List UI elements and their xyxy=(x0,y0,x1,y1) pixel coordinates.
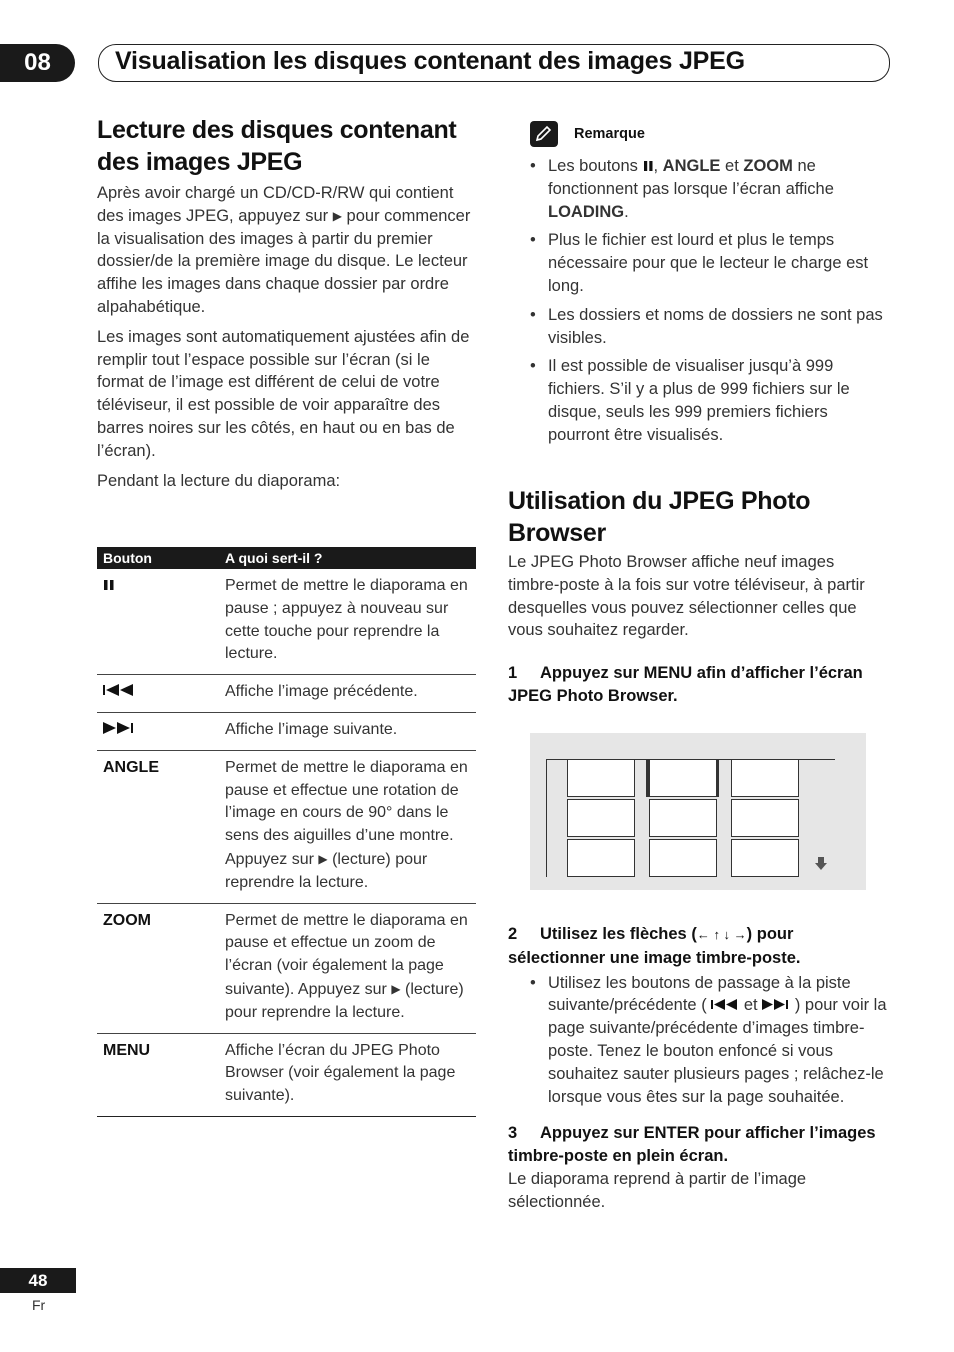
chapter-title: Visualisation les disques contenant des images JPEG xyxy=(115,47,745,75)
photo-browser-illustration xyxy=(530,733,866,890)
table-cell-key xyxy=(97,712,219,750)
note-b1-et: et xyxy=(725,157,739,175)
zoom-desc-b: (lecture) pour reprendre la lecture. xyxy=(225,980,464,1021)
angle-desc-b: (lecture) pour reprendre la lecture. xyxy=(225,850,428,891)
thumbnail xyxy=(731,839,799,877)
table-cell-desc: Permet de mettre le diaporama en pause ; appuyez à nouveau sur cette touche pour reprendre la lecture. xyxy=(219,569,476,675)
arrow-down-icon xyxy=(814,857,828,871)
step-1 xyxy=(508,662,888,708)
note-b1-a: Les boutons xyxy=(548,157,638,175)
steps-2-3 xyxy=(508,923,890,1214)
table-cell-desc: Affiche l’image précédente. xyxy=(219,675,476,713)
table-row xyxy=(97,712,476,750)
page-number-badge xyxy=(0,1268,76,1293)
section-title-browser: Utilisation du JPEG Photo Browser xyxy=(508,487,811,547)
pause-icon xyxy=(103,580,115,590)
step-2 xyxy=(508,923,890,970)
lecture-paragraph-2: Les images sont automatiquement ajustées afin de remplir tout l’espace possible sur l’écran (si le format de l’image est différent de celui de votre téléviseur, il est possible de voir apparaître des barres noires sur les côtés, en haut ou en bas de l’écran). xyxy=(97,327,470,460)
step-3 xyxy=(508,1122,890,1168)
step-1-number: 1 xyxy=(508,664,518,683)
play-icon: ▶ xyxy=(318,851,328,866)
table-cell-desc: Affiche l’image suivante. xyxy=(219,712,476,750)
table-row xyxy=(97,903,476,1033)
button-function-table xyxy=(97,547,476,1117)
step-1-text: Appuyez sur MENU afin d’afficher l’écran JPEG Photo Browser. xyxy=(508,664,863,705)
thumbnail xyxy=(567,759,635,797)
thumbnail xyxy=(731,759,799,797)
play-icon: ▶ xyxy=(332,208,342,223)
table-cell-desc: Affiche l’écran du JPEG Photo Browser (voir également la page suivante). xyxy=(219,1033,476,1116)
note-b1-angle: ANGLE xyxy=(662,157,721,175)
table-row xyxy=(97,569,476,675)
table-cell-key xyxy=(97,675,219,713)
step-3-number: 3 xyxy=(508,1124,518,1143)
table-cell-key: ANGLE xyxy=(97,750,219,903)
thumbnail xyxy=(649,799,717,837)
list-item: • Les dossiers et noms de dossiers ne sont pas visibles. xyxy=(530,304,892,350)
step-2-detail xyxy=(508,972,890,1109)
note-label: Remarque xyxy=(574,126,645,142)
table-cell-key: MENU xyxy=(97,1033,219,1116)
list-item xyxy=(530,972,890,1109)
next-icon xyxy=(762,999,790,1010)
step-3-detail: Le diaporama reprend à partir de l’image sélectionnée. xyxy=(508,1169,807,1211)
table-cell-key xyxy=(97,569,219,675)
next-icon xyxy=(103,722,135,734)
list-item: • Il est possible de visualiser jusqu’à 999 fichiers. S’il y a plus de 999 fichiers sur le disque, seuls les 999 premiers fichiers pourront être visualisés. xyxy=(530,355,892,446)
pause-icon xyxy=(643,161,654,171)
step-3-text: Appuyez sur ENTER pour afficher l’images timbre-poste en plein écran. xyxy=(508,1124,876,1166)
angle-desc-a: Permet de mettre le diaporama en pause et effectue une rotation de l’image en cours de 90° dans le sens des aiguilles d’une montre. Appuyez sur xyxy=(225,758,468,868)
language-code: Fr xyxy=(32,1297,46,1313)
browser-section xyxy=(508,485,888,708)
note-b1-zoom: ZOOM xyxy=(743,157,793,175)
step-2-text-a: Utilisez les flèches ( xyxy=(540,925,697,943)
arrow-keys-icon: ← ↑ ↓ → xyxy=(696,927,747,942)
note-list xyxy=(530,155,892,453)
table-row xyxy=(97,675,476,713)
list-item: • Plus le fichier est lourd et plus le temps nécessaire pour que le lecteur le charge est long. xyxy=(530,229,892,297)
note-b1-b: ne fonctionnent pas lorsque l’écran affiche xyxy=(548,157,834,198)
left-column xyxy=(97,114,477,499)
thumbnail xyxy=(649,839,717,877)
previous-icon xyxy=(103,684,135,696)
lecture-paragraph-1 xyxy=(97,182,477,319)
list-item: • Les boutons , ANGLE et ZOOM ne fonctionnent pas lorsque l’écran affiche LOADING. xyxy=(530,155,892,223)
table-cell-desc xyxy=(219,750,476,903)
step-2-bullet-a: Utilisez les boutons de passage à la piste suivante/précédente ( xyxy=(548,973,851,1015)
table-cell-desc xyxy=(219,903,476,1033)
thumbnail xyxy=(567,839,635,877)
play-icon: ▶ xyxy=(391,981,401,996)
thumbnail xyxy=(567,799,635,837)
lecture-body xyxy=(97,182,477,492)
step-2-bullet-b: ) pour voir la page suivante/précédente d’images timbre-poste. Tenez le bouton enfoncé si vous souhaitez sauter plusieurs pages ; relâchez-le lorsque vous êtes sur la page souhaitée. xyxy=(548,996,887,1106)
table-header-row xyxy=(97,547,476,569)
step-2-text-b: ) pour sélectionner une image timbre-poste. xyxy=(508,925,801,967)
table-header-purpose: A quoi sert-il ? xyxy=(219,547,476,569)
browser-intro: Le JPEG Photo Browser affiche neuf images timbre-poste à la fois sur votre téléviseur, à partir desquelles vous pouvez sélectionner celles que vous souhaitez regarder. xyxy=(508,553,865,640)
table-row xyxy=(97,750,476,903)
chapter-number-badge xyxy=(0,44,75,82)
page-number: 48 xyxy=(28,1270,48,1290)
table-row xyxy=(97,1033,476,1116)
table-cell-key: ZOOM xyxy=(97,903,219,1033)
lecture-paragraph-3: Pendant la lecture du diaporama: xyxy=(97,471,341,490)
step-2-bullet-et: et xyxy=(743,996,758,1015)
previous-icon xyxy=(711,999,739,1010)
thumbnail xyxy=(731,799,799,837)
para1-part-b: pour commencer la visualisation des images à partir du premier dossier/de la première image du disque. Le lecteur affihe les images dans chaque dossier par ordre alpahabétique. xyxy=(97,206,471,316)
chapter-number: 08 xyxy=(24,49,51,76)
thumbnail xyxy=(649,759,717,797)
para1-part-a: Après avoir chargé un CD/CD-R/RW qui contient des images JPEG, appuyez sur xyxy=(97,184,454,225)
pencil-icon xyxy=(530,121,558,147)
zoom-desc-a: Permet de mettre le diaporama en pause et effectue un zoom de l’écran (voir également la page suivante). Appuyez sur xyxy=(225,911,468,998)
section-title-lecture: Lecture des disques contenant des images JPEG xyxy=(97,116,457,176)
note-b1-loading: LOADING xyxy=(548,202,625,221)
table-header-button: Bouton xyxy=(97,547,219,569)
step-2-number: 2 xyxy=(508,925,518,943)
browser-left-line xyxy=(546,759,547,877)
